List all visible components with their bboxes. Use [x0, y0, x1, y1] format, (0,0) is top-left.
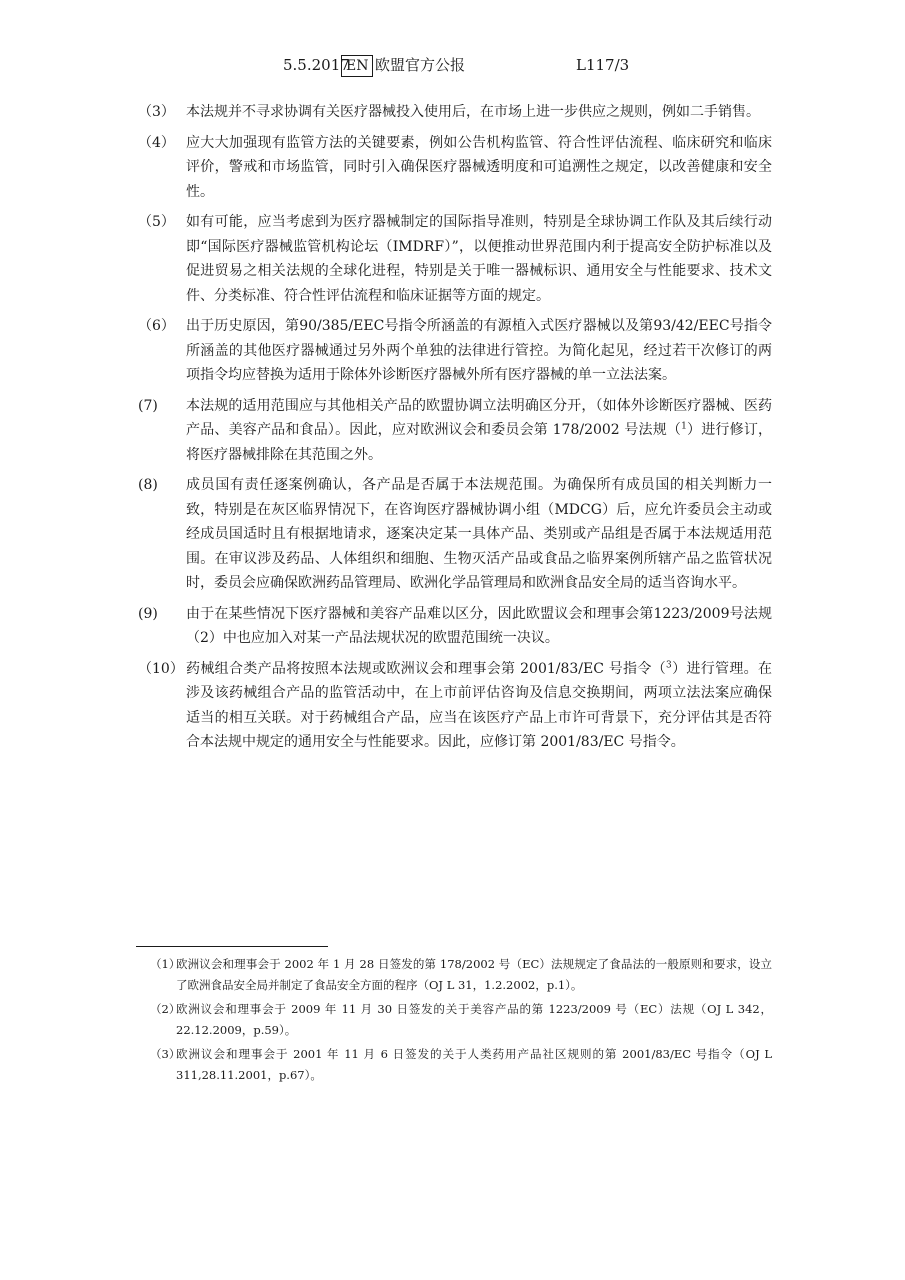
recital-7: [138, 394, 772, 468]
footnote-3: [150, 1044, 772, 1086]
footnote-ref[interactable]: 3: [666, 659, 672, 670]
recital-text: 成员国有责任逐案例确认，各产品是否属于本法规范围。为确保所有成员国的相关判断力一致，特别是在灰区临界情况下，在咨询医疗器械协调小组（MDCG）后，应允许委员会主动或经成员国适时且有根据地请求，逐案决定某一具体产品、类别或产品组是否属于本法规适用范围。在审议涉及药品、人体组织和细胞、生物灭活产品或食品之临界案例所辖产品之监管状况时，委员会应确保欧洲药品管理局、欧洲化学品管理局和欧洲食品安全局的适当咨询水平。: [186, 477, 772, 591]
recital-number: (7): [138, 397, 158, 414]
header-date: 5.5.2017: [283, 56, 350, 74]
recital-text: 如有可能，应当考虑到为医疗器械制定的国际指导准则，特别是全球协调工作队及其后续行动即“国际医疗器械监管机构论坛（IMDRF）”，以便推动世界范围内利于提高安全防护标准以及促进贸易之相关法规的全球化进程，特别是关于唯一器械标识、通用安全与性能要求、技术文件、分类标准、符合性评估流程和临床证据等方面的规定。: [186, 214, 772, 304]
footnote-text: 欧洲议会和理事会于 2001 年 11 月 6 日签发的关于人类药用产品社区规则的第 2001/83/EC 号指令（OJ L 311,28.11.2001，p.67）。: [176, 1047, 772, 1082]
recital-text: 本法规并不寻求协调有关医疗器械投入使用后，在市场上进一步供应之规则，例如二手销售。: [186, 104, 760, 120]
footnote-number: （1）: [150, 957, 181, 971]
journal-title: 欧盟官方公报: [375, 56, 466, 74]
recital-number: （10）: [138, 660, 184, 677]
recital-text-part: ）进行修订，将医疗器械排除在其范围之外。: [186, 422, 773, 463]
footnotes: [150, 954, 772, 1089]
recital-number: （6）: [138, 318, 175, 334]
footnote-number: （3）: [150, 1047, 181, 1061]
footnote-number: （2）: [150, 1002, 181, 1016]
recital-number: （4）: [138, 134, 175, 151]
page-header: [0, 50, 905, 80]
recital-text-part: 本法规的适用范围应与其他相关产品的欧盟协调立法明确区分开，（如体外诊断医疗器械、医药产品、美容产品和食品）。因此，应对欧洲议会和委员会第 178/2002 号法规（: [186, 397, 772, 438]
recital-text: [186, 394, 772, 468]
recital-3: [138, 100, 772, 125]
footnote-2: [150, 999, 772, 1041]
recital-number: (8): [138, 477, 158, 493]
footnote-divider: [136, 946, 328, 947]
page-reference: L117/3: [576, 56, 630, 74]
recital-text-part: ）进行管理。在涉及该药械组合产品的监管活动中，在上市前评估咨询及信息交换期间，两项立法法案应确保适当的相互关联。对于药械组合产品，应当在该医疗产品上市许可背景下，充分评估其是否符合本法规中规定的通用安全与性能要求。因此，应修订第 2001/83/EC 号指令。: [186, 660, 772, 750]
recital-number: （3）: [138, 104, 175, 120]
recital-number: (9): [138, 605, 158, 622]
recital-text: 出于历史原因，第90/385/EEC号指令所涵盖的有源植入式医疗器械以及第93/42/EEC号指令所涵盖的其他医疗器械通过另外两个单独的法律进行管控。为简化起见，经过若干次修订的两项指令均应替换为适用于除体外诊断医疗器械外所有医疗器械的单一立法法案。: [186, 318, 772, 383]
recital-9: [138, 602, 772, 651]
recital-text: 应大大加强现有监管方法的关键要素，例如公告机构监管、符合性评估流程、临床研究和临床评价，警戒和市场监管，同时引入确保医疗器械透明度和可追溯性之规定，以改善健康和安全性。: [186, 134, 772, 200]
recital-text: [186, 657, 772, 755]
recital-5: [138, 210, 772, 308]
recital-10: [138, 657, 772, 755]
recital-4: [138, 131, 772, 205]
recital-text: 由于在某些情况下医疗器械和美容产品难以区分，因此欧盟议会和理事会第1223/2009号法规（2）中也应加入对某一产品法规状况的欧盟范围统一决议。: [186, 605, 772, 646]
footnote-text: 欧洲议会和理事会于 2009 年 11 月 30 日签发的关于美容产品的第 1223/2009 号（EC）法规（OJ L 342，22.12.2009，p.59）。: [176, 1002, 772, 1037]
recital-6: [138, 314, 772, 388]
footnote-1: [150, 954, 772, 996]
recital-number: （5）: [138, 214, 175, 230]
recitals-body: [138, 100, 772, 761]
language-badge: EN: [341, 55, 373, 77]
recital-8: [138, 473, 772, 596]
footnote-ref[interactable]: 1: [681, 421, 687, 432]
recital-text-part: 药械组合类产品将按照本法规或欧洲议会和理事会第 2001/83/EC 号指令（: [186, 660, 667, 677]
footnote-text: 欧洲议会和理事会于 2002 年 1 月 28 日签发的第 178/2002 号（EC）法规规定了食品法的一般原则和要求，设立了欧洲食品安全局并制定了食品安全方面的程序（OJ L 31，1.2.2002，p.1）。: [176, 957, 772, 992]
